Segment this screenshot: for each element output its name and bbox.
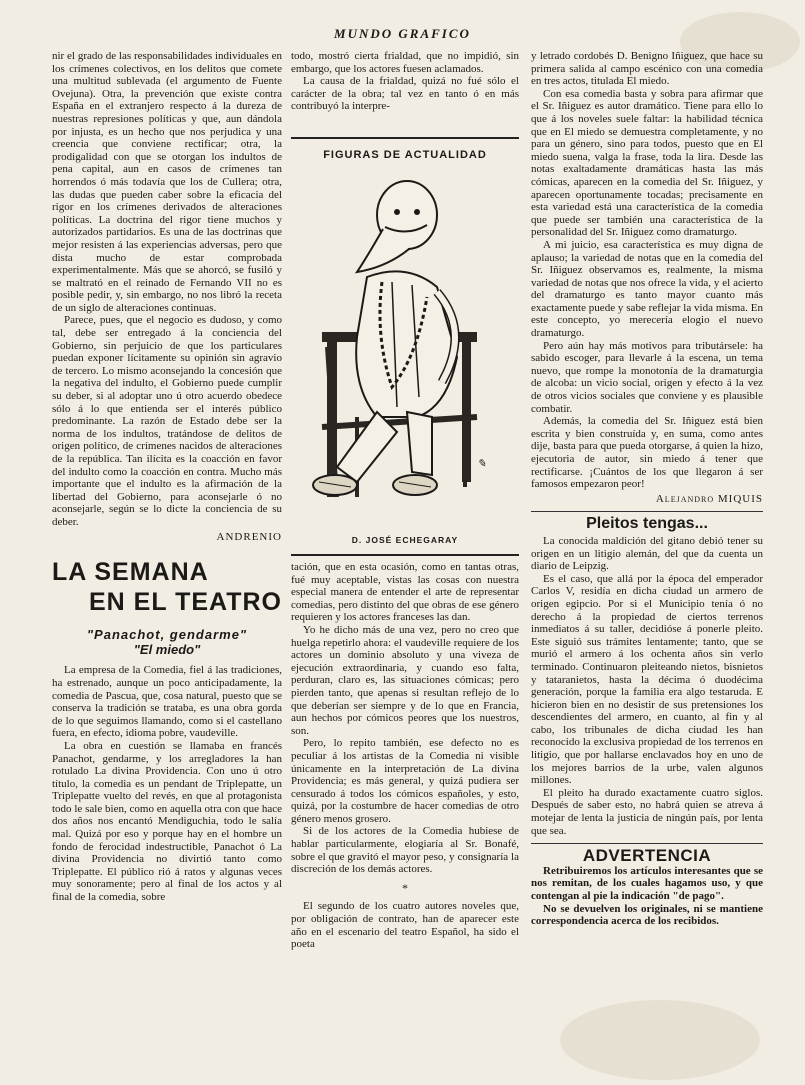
article-paragraph: Pero aún hay más motivos para tributársele: ha sabido escoger, para llevarle á la escena, un tema nuevo, que rompe la monotonía de la dramaturgia de alcoba: un vicio social, origen y efecto á la vez de otros vicios sociales que conviene y es plausible combatir. <box>531 339 763 415</box>
page-header: MUNDO GRAFICO <box>334 26 471 41</box>
column-middle-bottom <box>291 561 519 951</box>
article-paragraph: Pero, lo repito también, ese defecto no es peculiar á los artistas de la Comedia ni visible únicamente en la interpretación de La divina Providencia; es más general, y quizá pudiera ser censurado á todos los cómicos españoles, y esto, quizá, por la costumbre de hacer comedias de otro género menos grosero. <box>291 737 519 825</box>
article-paragraph: Con esa comedia basta y sobra para afirmar que el Sr. Iñiguez es autor dramático. Tiene para ello lo que á los noveles suele faltar: la habilidad técnica que en El miedo se demuestra completamente, y no para un género, sino para todos, puesto que en El miedo suena, valga la frase, toda la lira. Desde las notas exaltadamente dramáticas hasta las más cómicas, aparecen en la comedia del Sr. Iñiguez, y aparecen oportunamente tocadas; precisamente en esta variedad está una característica de la comedia que puede ser también una característica de la personalidad del Sr. Iñiguez como dramaturgo. <box>531 87 763 239</box>
article-paragraph: Parece, pues, que el negocio es dudoso, y como tal, debe ser entregado á la conciencia del Gobierno, sin perjuicio de que los particulares puedan exponer lícitamente su opinión sin agravio de tercero. Lo mismo aconsejando la concesión que la negativa del indulto, el Gobierno puede cumplir su deber, si al adoptar uno ú otro acuerdo obedece sólo á lo que entienda ser el interés público predominante. La razón de Estado debe ser la norma de los indultos, tratándose de delitos de origen político, de crímenes nacidos de alteraciones de la república. Tan ilícita es la coacción en favor del indulto como la coacción en contra. Mucho más importante que el indulto es la afirmación de la libertad del Gobierno, para aconsejarle ó no aconsejarle, según se lo dicte la conciencia de su deber. <box>52 314 282 528</box>
article-paragraph: La obra en cuestión se llamaba en francés Panachot, gendarme, y los arregladores la han rotulado La divina Providencia. Con uno ú otro título, la comedia es un pendant de Triplepatte, un Triplepatte vuelto del revés, en que al protagonista todo le sale bien, como en aquella otra con que hace dos años nos encantó Mendiguchia, todo le salía mal. Quizá por eso y porque hay en el hombre un fondo de ferocidad indestructible, Panachot ó La divina Providencia no divirtió tanto como Triplepatte. El público rió á ratos y algunas veces muy sonoramente; pero al final de los actos y al final de la comedia, sobre <box>52 739 282 904</box>
portrait-figure <box>291 137 519 556</box>
pleitos-title: Pleitos tengas... <box>586 515 708 533</box>
article-paragraph: Si de los actores de la Comedia hubiese de hablar particularmente, elogiaría al Sr. Bonafé, sobre el que gravitó el mayor peso, y consignaría la discreción de los demás actores. <box>291 825 519 876</box>
teatro-title-line2: EN EL TEATRO <box>88 588 282 617</box>
figure-title: FIGURAS DE ACTUALIDAD <box>323 149 487 161</box>
advertencia-paragraph: No se devuelven los originales, ni se mantiene correspondencia acerca de los recibidos. <box>531 902 763 928</box>
article-paragraph: y letrado cordobés D. Benigno Iñiguez, que hace su primera salida al campo escénico con una comedia en tres actos, titulada El miedo. <box>531 50 763 88</box>
article-paragraph: La causa de la frialdad, quizá no fué sólo el carácter de la obra; tal vez en tanto ó en más contribuyó la interpre- <box>291 75 519 113</box>
section-separator: * <box>402 880 408 895</box>
article-paragraph: A mi juicio, esa característica es muy digna de aplauso; la variedad de notas que en la comedia del Sr. Iñiguez observamos es, realmente, la misma variedad de notas que nos ofrece la vida, y el acierto del dramaturgo es tanto mayor cuanto más exactamente puede y sabe reflejar la vida misma. En este concepto, yo merecería elogio el nuevo dramaturgo. <box>531 238 763 340</box>
article-paragraph: La conocida maldición del gitano debió tener su origen en un litigio alemán, del que da cuenta un diario de Leipzig. <box>531 534 763 573</box>
column-right <box>531 50 763 928</box>
advertencia-paragraph: Retribuiremos los artículos interesantes que se nos remitan, de los cuales hagamos uso, y que contengan al pie la indicación "de pago". <box>531 864 763 902</box>
svg-text:✎: ✎ <box>477 457 487 470</box>
column-middle-top <box>291 50 519 113</box>
teatro-title-line1: LA SEMANA <box>52 558 209 587</box>
teatro-subtitle-1: "Panachot, gendarme" <box>86 627 248 643</box>
divider <box>531 511 763 512</box>
article-paragraph: todo, mostró cierta frialdad, que no impidió, sin embargo, que los actores fuesen aclamados. <box>291 50 519 75</box>
article-paragraph: tación, que en esta ocasión, como en tantas otras, fué muy aceptable, vistas las cosas con nuestra especial manera de entender el arte de representar comedias, pero distinto del que obras de ese género requieren y los actores franceses las dan. <box>291 561 519 624</box>
teatro-subtitle-2: "El miedo" <box>133 641 201 657</box>
caricature-illustration <box>297 167 513 517</box>
advertencia-box <box>531 846 763 928</box>
article-signature: ANDRENIO <box>216 530 282 543</box>
column-left <box>52 50 282 904</box>
teatro-heading <box>52 557 282 656</box>
article-paragraph: La empresa de la Comedia, fiel á las tradiciones, ha estrenado, aunque un poco anticipadamente, la comedia de Pascua, que, cosa natural, puesto que se conserva la tradición se trataba, es una obra gorda de lo que seguimos llamando, como si el castellano fuera, en efecto, idioma pobre, vaudeville. <box>52 664 282 740</box>
divider <box>531 843 763 844</box>
article-paragraph: El pleito ha durado exactamente cuatro siglos. Después de saber esto, no habrá quien se atreva á motejar de lenta la justicia de ningún país, por lenta que sea. <box>531 786 763 837</box>
article-paragraph: El segundo de los cuatro autores noveles que, por obligación de contrato, han de aparecer este año en el escenario del teatro Español, ha sido el poeta <box>291 900 519 951</box>
article-signature: Alejandro MIQUIS <box>655 492 763 505</box>
paper-stain <box>560 1000 760 1080</box>
advertencia-title: ADVERTENCIA <box>582 846 712 866</box>
article-paragraph: Además, la comedia del Sr. Iñiguez está bien escrita y bien construída y, en suma, como antes dije, basta para que pueda otorgarse, á quien la hizo, ejecutoria de autor, sin miedo á tener que rectificarse. ¡Cuántos de los que llegaron á ser famosos empezaron peor! <box>531 415 763 491</box>
article-paragraph: nir el grado de las responsabilidades individuales en los crímenes colectivos, en los delitos que comete una multitud sublevada (el argumento de Fuente Ovejuna). Otra, la prevención que existe contra España en el extranjero respecto á la dureza de nuestras represiones políticas y que, aun dándola por injusta, es un hecho que nos perjudica y una creencia que conviene rectificar; otra, la prodigalidad con que se otorgan los indultos de pena capital, aun en casos de crímenes tan horrendos ó más todavía que los de Cullera; otra, las dudas que pueden caber sobre la eficacia del rigor en los crímenes derivados de alteraciones políticas. La doctrina del rigor tiene muchos y autorizados partidarios. Es una de las doctrinas que mejor resisten á las experiencias adversas, pero que dista mucho de estar comprobada experimentalmente. Más que se ahorcó, se fusiló y se maltrató en el reinado de Fernando VII no es posible pedir, y, sin embargo, no nos libró la receta de un siglo de alteraciones continuas. <box>52 50 282 314</box>
figure-caption: D. JOSÉ ECHEGARAY <box>351 535 459 545</box>
article-paragraph: Es el caso, que allá por la época del emperador Carlos V, residía en dicha ciudad un armero de origen egipcio. Por si el Municipio tenía ó no derecho á la propiedad de ciertos terrenos inmediatos á su taller, decidióse á ponerle pleito. Este siguió sus trámites lentamente; tanto, que se murió el armero á los ochenta años sin verlo terminado. Continuaron pleiteando nietos, bisnietos y tataranietos, hasta la décima ó duodécima generación, porque la familia era algo testaruda. E hicieron bien en no desistir de sus pretensiones los descendientes del armero, en cuanto, al fin y al cabo, los tribunales de dicha ciudad les han reconocido la exclusiva propiedad de los terrenos en litigio, que por hallarse enclavados hoy en uno de los mejores barrios de la urbe, valen algunos millones. <box>531 572 763 787</box>
article-paragraph: Yo he dicho más de una vez, pero no creo que huelga repetirlo ahora: el vaudeville requiere de los actores un dominio absoluto y una viveza de ejecución extraordinaria, y cuando eso falta, perduran, claro es, las situaciones cómicas; pero pierden tanto, que apenas si resultan reflejo de lo que deberían ser siempre y de lo que en Francia, aun hechos por cómicos peores que los nuestros, son. <box>291 623 519 737</box>
